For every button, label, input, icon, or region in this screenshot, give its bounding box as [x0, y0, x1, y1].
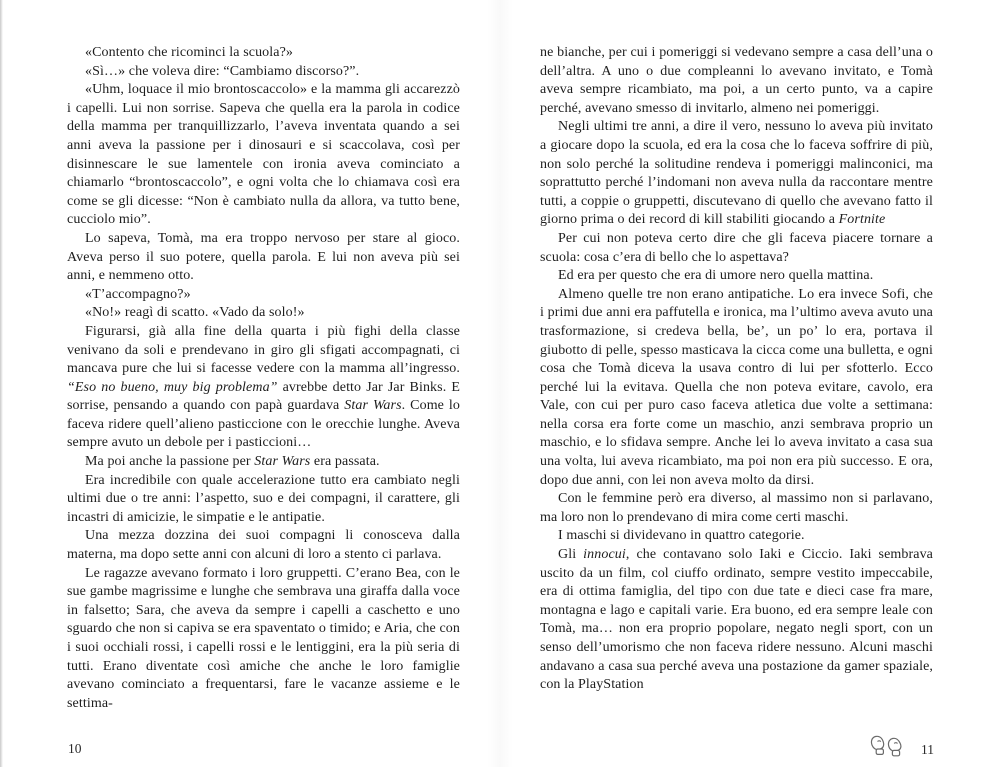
paragraph: [540, 44, 933, 118]
paragraph: [67, 527, 460, 564]
body-text: I maschi si dividevano in quattro categorie.: [558, 528, 805, 544]
body-text: «No!» reagì di scatto. «Vado da solo!»: [85, 305, 305, 321]
paragraph: [67, 63, 460, 82]
paragraph: [540, 230, 933, 267]
paragraph: [67, 230, 460, 286]
paragraph: [67, 565, 460, 714]
body-text: Era incredibile con quale accelerazione tutto era cambiato negli ultimi due o tre anni: l’aspetto, suo e dei compagni, il carattere, gli incastri di amicizie, le simpatie e le antipatie.: [67, 472, 460, 525]
body-text: avrebbe detto Jar Jar Binks. E sorrise, pensando a quando con papà guardava: [67, 379, 460, 414]
paragraph: [540, 267, 933, 286]
italic-text: Fortnite: [838, 212, 886, 228]
italic-text: innocui: [583, 547, 626, 563]
body-text: «T’accompagno?»: [85, 286, 191, 302]
body-text: Con le femmine però era diverso, al massimo non si parlavano, ma loro non lo prendevano di mira come certi maschi.: [540, 491, 933, 525]
body-text: Almeno quelle tre non erano antipatiche. Lo era invece Sofi, che i primi due anni era paffutella e ironica, ma l’ultimo aveva avuto una trasformazione, si credeva bella, be’, un po’ lo era, portava il giubotto di pelle, spesso masticava la cicca come una bulletta, e ogni cosa che Tomà diceva la usava contro di lui per sfotterlo. Ecco perché lui la evitava. Quella che non poteva evitare, cavolo, era Vale, con cui per puro caso faceva atletica due volte a settimana: nella corsa era forte come un maschio, anzi sembrava proprio un maschio, e lo sfidava sempre. Anche lei lo aveva invitato a casa sua una volta, lui aveva ricambiato, ma poi non era più successo. E ora, dopo due anni, con lei non aveva molto da dirsi.: [540, 286, 933, 488]
italic-text: Star Wars: [254, 454, 311, 470]
body-text: Negli ultimi tre anni, a dire il vero, nessuno lo aveva più invitato a giocare dopo la scuola, ed era la cosa che lo faceva soffrire di più, non solo perché la solitudine rendeva i pomeriggi malinconici, ma soprattutto perché l’indomani non aveva nulla da raccontare mentre tutti, a coppie o gruppetti, discutevano di quello che avevano fatto il giorno prima o dei record di kill stabiliti giocando a: [540, 119, 933, 228]
body-text: «Sì…» che voleva dire: “Cambiamo discorso?”.: [85, 63, 360, 79]
paragraph: [67, 453, 460, 472]
paragraph: [540, 286, 933, 491]
body-text: Per cui non poteva certo dire che gli faceva piacere tornare a scuola: cosa c’era di bello che lo aspettava?: [540, 230, 933, 265]
body-text: Le ragazze avevano formato i loro gruppetti. C’erano Bea, con le sue gambe magrissime e lunghe che sembrava una giraffa dalla voce in falsetto; Sara, che aveva da sempre i capelli a caschetto e uno sguardo che non si capiva se era spaventato o timido; e Aria, che con i suoi occhiali rossi, i capelli rossi e le lentiggini, era la più seria di tutti. Erano diventate così amiche che anche le loro famiglie avevano cominciato a frequentarsi, fare le vacanze assieme e le settima-: [67, 565, 460, 711]
italic-text: “Eso no bueno, muy big problema”: [67, 379, 278, 395]
body-text: Figurarsi, già alla fine della quarta i più fighi della classe venivano da soli e prendevano in giro gli sfigati accompagnati, ci mancava pure che lui si facesse vedere con la mamma all’ingresso.: [67, 323, 460, 377]
page-number-right: 11: [921, 742, 934, 757]
body-text: Lo sapeva, Tomà, ma era troppo nervoso per stare al gioco. Aveva perso il suo potere, quella parola. E lui non aveva più sei anni, e nemmeno otto.: [67, 230, 460, 284]
body-text: Una mezza dozzina dei suoi compagni li conosceva dalla materna, ma dopo sette anni con alcuni di loro a stento ci parlava.: [67, 528, 460, 563]
page-right-footer: [869, 733, 934, 758]
page-number-left: 10: [68, 741, 82, 756]
body-text: Ma poi anche la passione per: [85, 454, 255, 470]
paragraph: [67, 286, 460, 305]
paragraph: [67, 44, 460, 63]
body-text: «Uhm, loquace il mio brontoscaccolo» e la mamma gli accarezzò i capelli. Lui non sorrise. Sapeva che quella era la parola in codice della mamma per tranquillizzarlo, l’aveva inventata quando a sei anni aveva la passione per i dinosauri e si scaccolava, così per disinnescare le sue lamentele con ironia aveva cominciato a chiamarlo “brontoscaccolo”, e ogni volta che lo chiamava così era come se gli dicesse: “Non è cambiato nulla da allora, va tutto bene, cucciolo mio”.: [67, 82, 460, 228]
paragraph: [67, 472, 460, 528]
scan-edge-shadow: [0, 0, 3, 767]
italic-text: Star Wars: [344, 398, 402, 414]
body-text: Ed era per questo che era di umore nero quella mattina.: [558, 268, 874, 284]
paragraph: [540, 490, 933, 527]
body-text: «Contento che ricominci la scuola?»: [85, 45, 293, 60]
page-left-text: [67, 44, 460, 713]
page-right-text: [540, 44, 933, 695]
body-text: Gli: [558, 547, 584, 563]
body-text: , che contavano solo Iaki e Ciccio. Iaki sembrava uscito da un film, col ciuffo ordinato, sempre vestito impeccabile, era di ottima famiglia, del tipo con due tate e dieci case fra mare, montagna e lago e capitali varie. Era buono, ed era sempre leale con Tomà, ma… non era proprio popolare, negato negli sport, con un senso dell’umorismo che non faceva ridere nessuno. Alcuni maschi andavano a casa sua perché aveva una postazione da gamer spaziale, con la PlayStation: [540, 547, 933, 693]
paragraph: [540, 546, 933, 695]
paragraph: [67, 323, 460, 453]
paragraph: [67, 304, 460, 323]
page-gutter: [487, 0, 513, 767]
boxing-gloves-icon: [869, 733, 905, 758]
paragraph: [540, 118, 933, 230]
body-text: era passata.: [310, 454, 380, 470]
body-text: ne bianche, per cui i pomeriggi si vedevano sempre a casa dell’una o dell’altra. A uno o due compleanni lo avevano invitato, e Tomà aveva sempre ricambiato, ma poi, a un certo punto, va a capire perché, avevano smesso di invitarlo, almeno nei pomeriggi.: [540, 45, 933, 116]
body-text: . Come lo faceva ridere quell’alieno pasticcione con le orecchie lunghe. Aveva sempre avuto un debole per i pasticcioni…: [67, 398, 461, 451]
paragraph: [67, 81, 460, 230]
paragraph: [540, 527, 933, 546]
